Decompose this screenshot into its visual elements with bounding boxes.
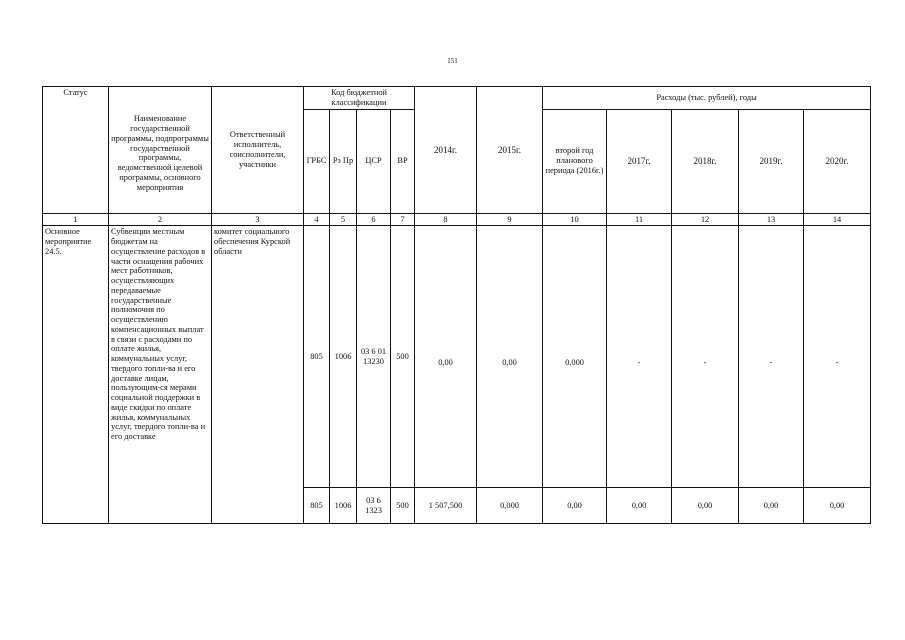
col-number: 9	[477, 213, 543, 226]
row-2016: 0,00	[543, 488, 607, 524]
header-2020: 2020г.	[804, 109, 871, 213]
header-2018: 2018г.	[672, 109, 739, 213]
header-executor: Ответственный исполнитель, соисполнители, участники	[212, 87, 304, 214]
row-2015: 0,00	[477, 226, 543, 488]
row-2019: -	[739, 226, 804, 488]
row-2018: 0,00	[672, 488, 739, 524]
row-2017: -	[607, 226, 672, 488]
col-number: 2	[109, 213, 212, 226]
row-2017: 0,00	[607, 488, 672, 524]
row-2020: -	[804, 226, 871, 488]
header-2017: 2017г.	[607, 109, 672, 213]
row-2015: 0,000	[477, 488, 543, 524]
row-2018: -	[672, 226, 739, 488]
row-2014: 0,00	[415, 226, 477, 488]
header-rzpr: Рз Пр	[330, 109, 357, 213]
col-number: 7	[391, 213, 415, 226]
row-vr: 500	[391, 226, 415, 488]
header-2019: 2019г.	[739, 109, 804, 213]
row-2016: 0,000	[543, 226, 607, 488]
header-csr: ЦСР	[357, 109, 391, 213]
page-number: 151	[447, 57, 458, 65]
row-grbs: 805	[304, 488, 330, 524]
col-number: 1	[43, 213, 109, 226]
header-2015: 2015г.	[477, 87, 543, 214]
budget-table	[42, 86, 871, 524]
row-csr: 03 6 1323	[357, 488, 391, 524]
row-csr: 03 6 01 13230	[357, 226, 391, 488]
row-2019: 0,00	[739, 488, 804, 524]
row-2014: 1 507,500	[415, 488, 477, 524]
table-row	[43, 226, 871, 488]
row-2020: 0,00	[804, 488, 871, 524]
col-number: 5	[330, 213, 357, 226]
row-vr: 500	[391, 488, 415, 524]
header-budget-code: Код бюджетной классификации	[304, 87, 415, 110]
col-number: 4	[304, 213, 330, 226]
col-number: 10	[543, 213, 607, 226]
column-number-row	[43, 213, 871, 226]
row-grbs: 805	[304, 226, 330, 488]
header-vr: ВР	[391, 109, 415, 213]
col-number: 6	[357, 213, 391, 226]
header-expenses: Расходы (тыс. рублей), годы	[543, 87, 871, 110]
col-number: 3	[212, 213, 304, 226]
col-number: 14	[804, 213, 871, 226]
row-status: Основное мероприятие 24.5.	[43, 226, 109, 524]
row-executor: комитет социального обеспечения Курской области	[212, 226, 304, 524]
col-number: 13	[739, 213, 804, 226]
col-number: 11	[607, 213, 672, 226]
header-2014: 2014г.	[415, 87, 477, 214]
row-rzpr: 1006	[330, 226, 357, 488]
row-name: Субвенции местным бюджетам на осуществление расходов в части оснащения рабочих мест работников, осуществляющих передаваемые государственные полномочия по осуществлению компенсационных выплат в связи с расходами по оплате жилья, коммунальных услуг, твердого топли-ва и его доставке лицам, пользующим-ся мерами социальной поддержки в виде скидки по оплате жилья, коммунальных услуг, твердого топли-ва и его доставке	[109, 226, 212, 524]
header-name: Наименование государственной программы, подпрограммы государственной программы, ведомственной целевой программы, основного мероприятия	[109, 87, 212, 214]
header-status: Статус	[43, 87, 109, 214]
header-grbs: ГРБС	[304, 109, 330, 213]
col-number: 8	[415, 213, 477, 226]
row-rzpr: 1006	[330, 488, 357, 524]
col-number: 12	[672, 213, 739, 226]
header-second-year: второй год планового периода (2016г.)	[543, 109, 607, 213]
